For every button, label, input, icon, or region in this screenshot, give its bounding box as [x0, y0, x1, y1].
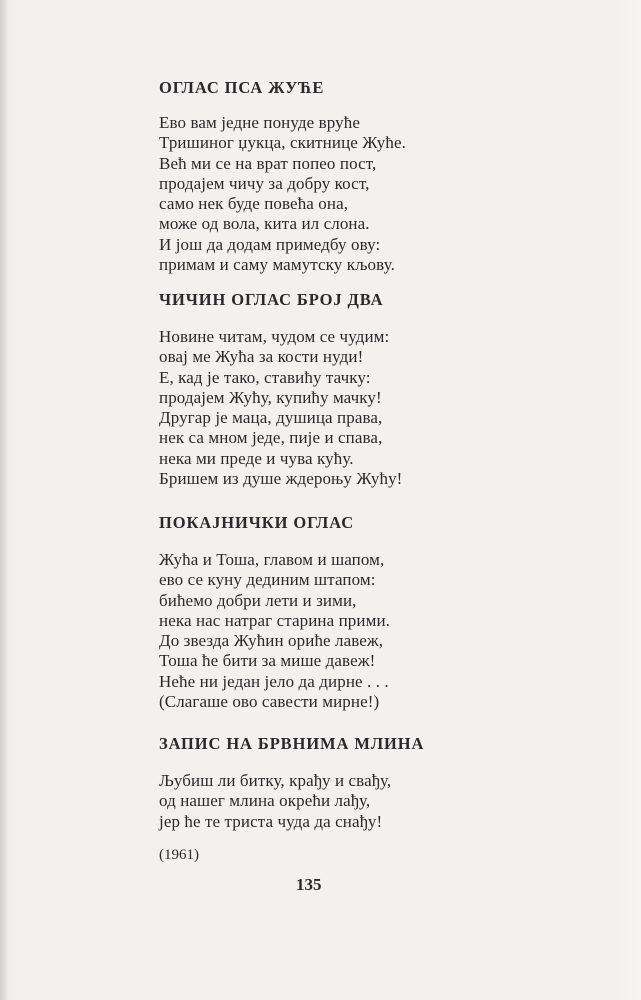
poem-title: ЗАПИС НА БРВНИМА МЛИНА: [159, 734, 425, 753]
poem-line: може од вола, кита ил слона.: [159, 214, 370, 234]
poem-line: Већ ми се на врат попео пост,: [159, 153, 377, 173]
poem-pokajnicki-oglas: [159, 512, 390, 712]
poem-oglas-psa-zuce: [159, 77, 406, 275]
poem-line: нек са мном једе, пије и спава,: [159, 428, 383, 448]
poem-line: бићемо добри лети и зими,: [159, 590, 357, 610]
poem-line: продајем чичу за добру кост,: [159, 173, 370, 193]
poem-line: Ево вам једне понуде вруће: [159, 113, 361, 132]
poem-line: само нек буде повећа она,: [159, 194, 349, 214]
poem-line: Љубиш ли битку, крађу и свађу,: [159, 771, 392, 790]
poem-line: примам и саму мамутску кљову.: [159, 255, 395, 275]
poem-zapis-na-brvnima-mlina: [159, 733, 424, 832]
poem-line: Тришиног џукца, скитнице Жуће.: [159, 133, 406, 153]
poem-line: нека ми преде и чува кућу.: [159, 448, 354, 468]
poem-stanza: [159, 771, 424, 832]
poem-title: ЧИЧИН ОГЛАС БРОЈ ДВА: [159, 290, 384, 309]
poem-line: Е, кад је тако, ставићу тачку:: [159, 367, 371, 387]
poem-line: Жућа и Тоша, главом и шапом,: [159, 550, 385, 569]
poem-line: ево се куну дединим штапом:: [159, 570, 376, 590]
poem-stanza: [159, 550, 390, 712]
poem-stanza: [159, 327, 402, 489]
poem-line: Бришем из душе ждероњу Жућу!: [159, 469, 403, 489]
page-number: 135: [296, 875, 322, 894]
poem-line: продајем Жућу, купићу мачку!: [159, 387, 382, 407]
page-gutter-shadow: [0, 0, 8, 1000]
poem-line: од нашег млина окрећи лађу,: [159, 791, 371, 811]
poem-date: (1961): [159, 847, 199, 863]
poem-line: (Слагаше ово савести мирне!): [159, 692, 380, 712]
poem-line: јер ће те триста чуда да снађу!: [159, 811, 383, 831]
poem-line: Тоша ће бити за мише давеж!: [159, 651, 376, 671]
poem-line: нека нас натраг старина прими.: [159, 610, 391, 630]
poem-cicin-oglas-broj-dva: [159, 289, 402, 489]
poem-line: Другар је маца, душица права,: [159, 408, 383, 428]
poem-line: До звезда Жућин ориће лавеж,: [159, 631, 384, 651]
poem-line: Неће ни један јело да дирне . . .: [159, 671, 389, 691]
poem-line: овај ме Жућа за кости нуди!: [159, 347, 364, 367]
poem-title: ОГЛАС ПСА ЖУЋЕ: [159, 78, 325, 97]
poem-stanza: [159, 113, 406, 275]
poem-line: Новине читам, чудом се чудим:: [159, 327, 390, 346]
poem-title: ПОКАЈНИЧКИ ОГЛАС: [159, 513, 355, 532]
poem-line: И још да додам примедбу ову:: [159, 234, 381, 254]
